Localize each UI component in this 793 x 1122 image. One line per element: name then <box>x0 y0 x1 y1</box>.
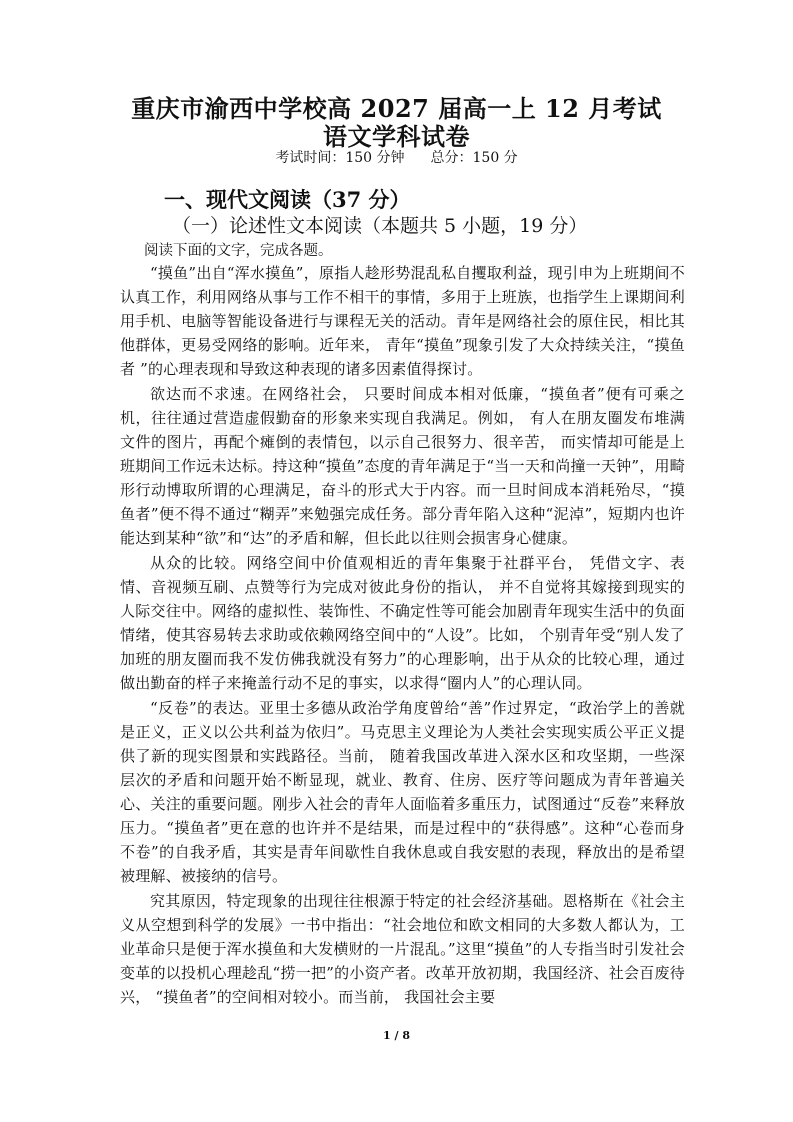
passage-paragraph: “摸鱼”出自“浑水摸鱼”，原指人趁形势混乱私自攫取利益，现引申为上班期间不认真工作，利用网络从事与工作不相干的事情，多用于上班族，也指学生上课期间利用手机、电脑等智能设备进行与课程无关的活动。青年是网络社会的原住民，相比其他群体，更易受网络的影响。近年来， 青年“摸鱼”现象引发了大众持续关注，“摸鱼者 ”的心理表现和导致这种表现的诸多因素值得探讨。 <box>120 264 685 378</box>
total-score: 总分：150 分 <box>430 150 518 166</box>
passage-paragraph: 究其原因，特定现象的出现往往根源于特定的社会经济基础。恩格斯在《社会主义从空想到科学的发展》一书中指出：“社会地位和欧文相同的大多数人都认为，工业革命只是便于浑水摸鱼和大发横财的一片混乱。”这里“摸鱼”的人专指当时引发社会变革的以投机心理趁乱“捞一把”的小资产者。改革开放初期，我国经济、社会百废待兴， “摸鱼者”的空间相对较小。而当前， 我国社会主要 <box>120 892 685 1006</box>
exam-title-line1: 重庆市渝西中学校高 2027 届高一上 12 月考试 <box>131 94 662 123</box>
passage-paragraph: 从众的比较。网络空间中价值观相近的青年集聚于社群平台， 凭借文字、表情、音视频互刷、点赞等行为完成对彼此身份的指认， 并不自觉将其嫁接到现实的人际交往中。网络的虚拟性、装饰性、不确定性等可能会加剧青年现实生活中的负面情绪，使其容易转去求助或依赖网络空间中的“人设”。比如， 个别青年受“别人发了加班的朋友圈而我不发仿佛我就没有努力”的心理影响，出于从众的比较心理，通过做出勤奋的样子来掩盖行动不足的事实，以求得“圈内人”的心理认同。 <box>120 554 685 692</box>
exam-time: 考试时间：150 分钟 <box>275 150 405 166</box>
passage-paragraph: 欲达而不求速。在网络社会， 只要时间成本相对低廉，“摸鱼者”便有可乘之机，往往通过营造虚假勤奋的形象来实现自我满足。例如， 有人在朋友圈发布堆满文件的图片，再配个瘫倒的表情包，以示自己很努力、很辛苦， 而实情却可能是上班期间工作远未达标。持这种“摸鱼”态度的青年满足于“当一天和尚撞一天钟”，用畸形行动博取所谓的心理满足，奋斗的形式大于内容。而一旦时间成本消耗殆尽，“摸鱼者”便不得不通过“糊弄”来勉强完成任务。部分青年陷入这种“泥淖”，短期内也许能达到某种“欲”和“达”的矛盾和解，但长此以往则会损害身心健康。 <box>120 385 685 547</box>
page-number: 1 / 8 <box>383 1029 410 1042</box>
reading-instruction: 阅读下面的文字，完成各题。 <box>144 243 333 259</box>
exam-meta <box>0 149 793 167</box>
section-subheading: （一）论述性文本阅读（本题共 5 小题，19 分） <box>172 215 588 237</box>
reading-passage <box>120 261 685 1009</box>
exam-title-line2: 语文学科试卷 <box>323 122 470 151</box>
section-heading: 一、现代文阅读（37 分） <box>164 187 411 212</box>
passage-paragraph: “反卷”的表达。亚里士多德从政治学角度曾给“善”作过界定，“政治学上的善就是正义，正义以公共利益为依归”。马克思主义理论为人类社会实现实质公平正义提供了新的现实图景和实践路径。当前， 随着我国改革进入深水区和攻坚期，一些深层次的矛盾和问题开始不断显现，就业、教育、住房、医疗等问题成为青年普遍关心、关注的重要问题。刚步入社会的青年人面临着多重压力，试图通过“反卷”来释放压力。“摸鱼者”更在意的也许并不是结果，而是过程中的“获得感”。这种“心卷而身不卷”的自我矛盾，其实是青年间歇性自我休息或自我安慰的表现，释放出的是希望被理解、被接纳的信号。 <box>120 699 685 885</box>
